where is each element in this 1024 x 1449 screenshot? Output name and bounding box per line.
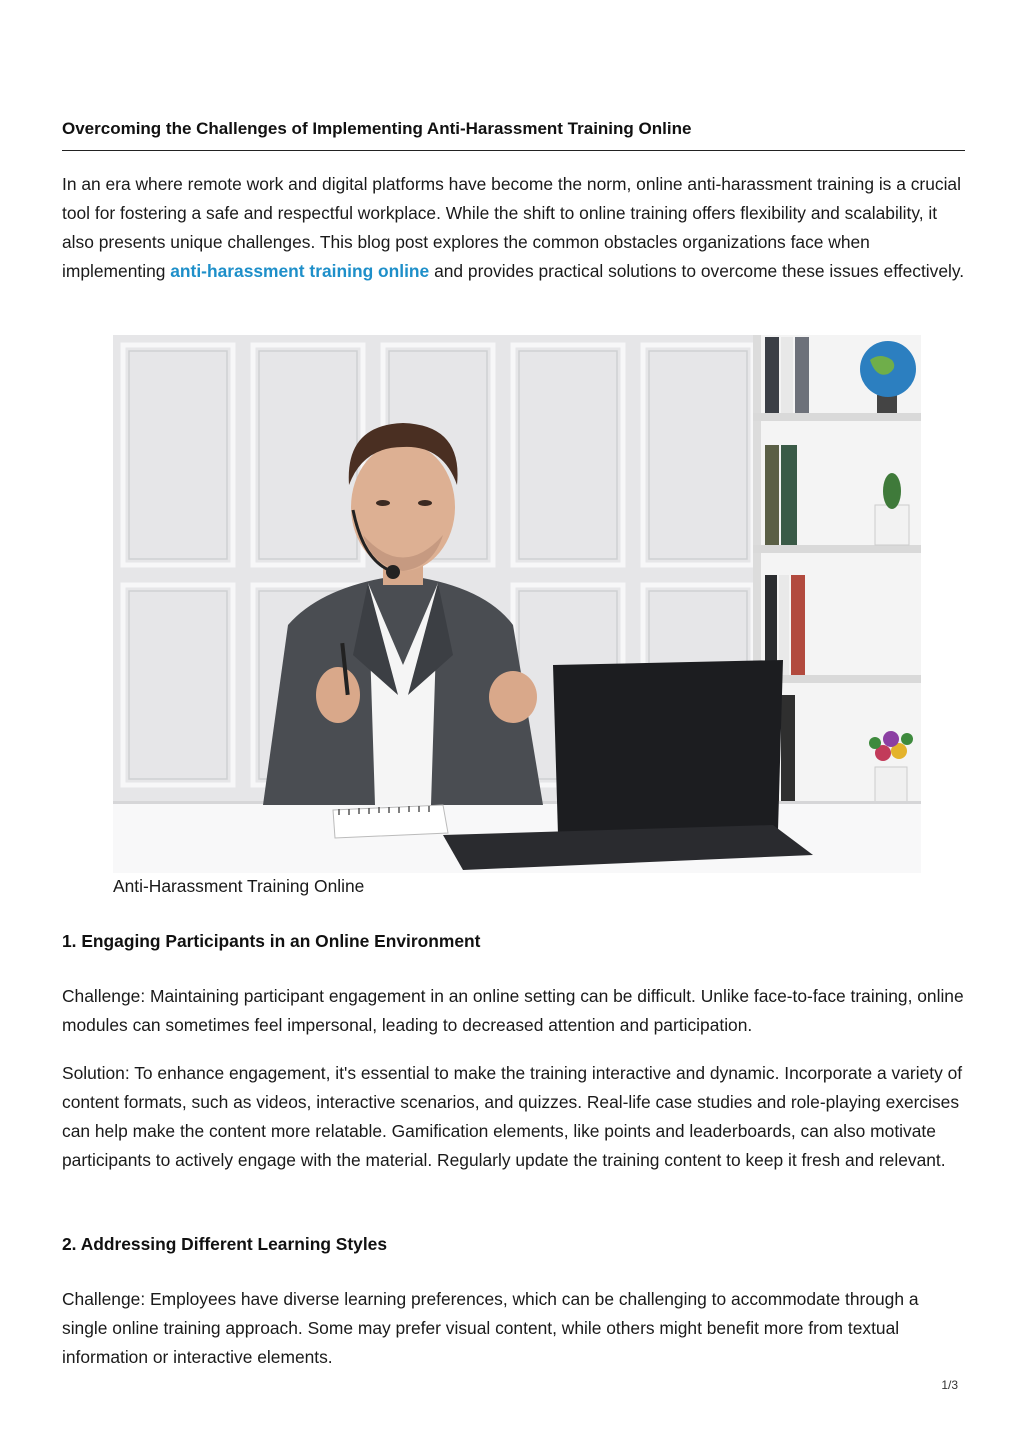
figure-caption: Anti-Harassment Training Online bbox=[113, 876, 365, 896]
section-1-challenge: Challenge: Maintaining participant engagement in an online setting can be difficult. Unlike face-to-face training, online modules can sometimes feel impersonal, leading to decreased attention and participation. bbox=[62, 986, 964, 1035]
page-number: 1/3 bbox=[941, 1378, 958, 1392]
intro-paragraph bbox=[62, 170, 965, 286]
anti-harassment-training-link[interactable]: anti-harassment training online bbox=[170, 261, 430, 281]
section-2-heading: 2. Addressing Different Learning Styles bbox=[62, 1234, 388, 1254]
article-title: Overcoming the Challenges of Implementing Anti-Harassment Training Online bbox=[62, 119, 692, 138]
intro-text-after: and provides practical solutions to overcome these issues effectively. bbox=[429, 261, 965, 281]
section-1-solution: Solution: To enhance engagement, it's essential to make the training interactive and dynamic. Incorporate a variety of content formats, such as videos, interactive scenarios, and quizzes. Real-life case studies and role-playing exercises can help make the content more relatable. Gamification elements, like points and leaderboards, can also motivate participants to actively engage with the material. Regularly update the training content to keep it fresh and relevant. bbox=[62, 1063, 963, 1170]
section-2-challenge: Challenge: Employees have diverse learning preferences, which can be challenging to accommodate through a single online training approach. Some may prefer visual content, while others might benefit more from textual information or interactive elements. bbox=[62, 1289, 919, 1367]
article-photo bbox=[113, 335, 921, 873]
title-divider bbox=[62, 150, 965, 151]
section-1-heading: 1. Engaging Participants in an Online Environment bbox=[62, 931, 481, 951]
intro-text-before: In an era where remote work and digital platforms have become the norm, online anti-harassment training is a crucial tool for fostering a safe and respectful workplace. While the shift to online training offers flexibility and scalability, it also presents unique challenges. This blog post explores the common obstacles organizations face when implementing bbox=[62, 174, 961, 281]
